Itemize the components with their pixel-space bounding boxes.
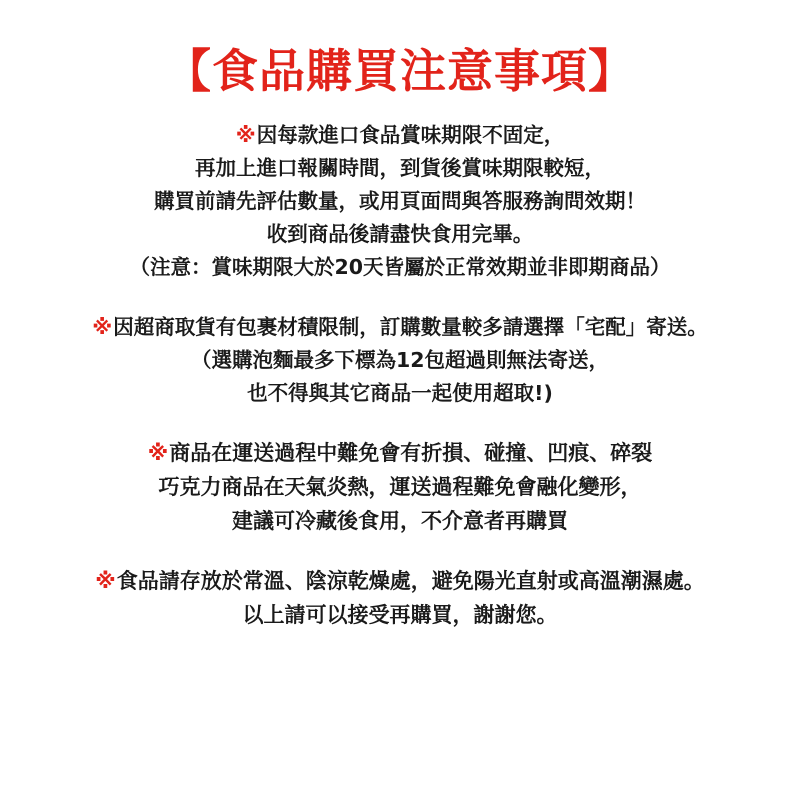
page-title: 【食品購買注意事項】 [165,44,635,98]
notice-line: 以上請可以接受再購買，謝謝您。 [242,603,558,628]
notice-line: 建議可冷藏後食用，不介意者再購買 [232,509,568,534]
notice-line: 也不得與其它商品一起使用超取!) [247,381,553,406]
notice-line: ※ 因每款進口食品賞味期限不固定， [236,119,564,152]
notice-line: 收到商品後請盡快食用完畢。 [266,222,534,247]
notice-section-shipping [24,311,776,411]
notice-line: 再加上進口報關時間，到貨後賞味期限較短， [195,155,605,180]
notice-line: ※ 商品在運送過程中難免會有折損、碰撞、凹痕、碎裂 [148,436,652,470]
notice-line: （注意：賞味期限大於20天皆屬於正常效期並非即期商品） [129,255,671,280]
notice-section-storage [24,564,776,632]
notice-line: ※ 因超商取貨有包裹材積限制，訂購數量較多請選擇「宅配」寄送。 [92,311,707,344]
notice-line: 巧克力商品在天氣炎熱，運送過程難免會融化變形， [158,475,642,500]
notice-section-transport [24,436,776,538]
notice-line: （選購泡麵最多下標為12包超過則無法寄送， [190,347,610,372]
notice-line: 購買前請先評估數量，或用頁面問與答服務詢問效期！ [154,189,646,213]
notice-section-expiry [24,119,776,285]
notice-line: ※ 食品請存放於常溫、陰涼乾燥處，避免陽光直射或高溫潮濕處。 [95,564,704,598]
